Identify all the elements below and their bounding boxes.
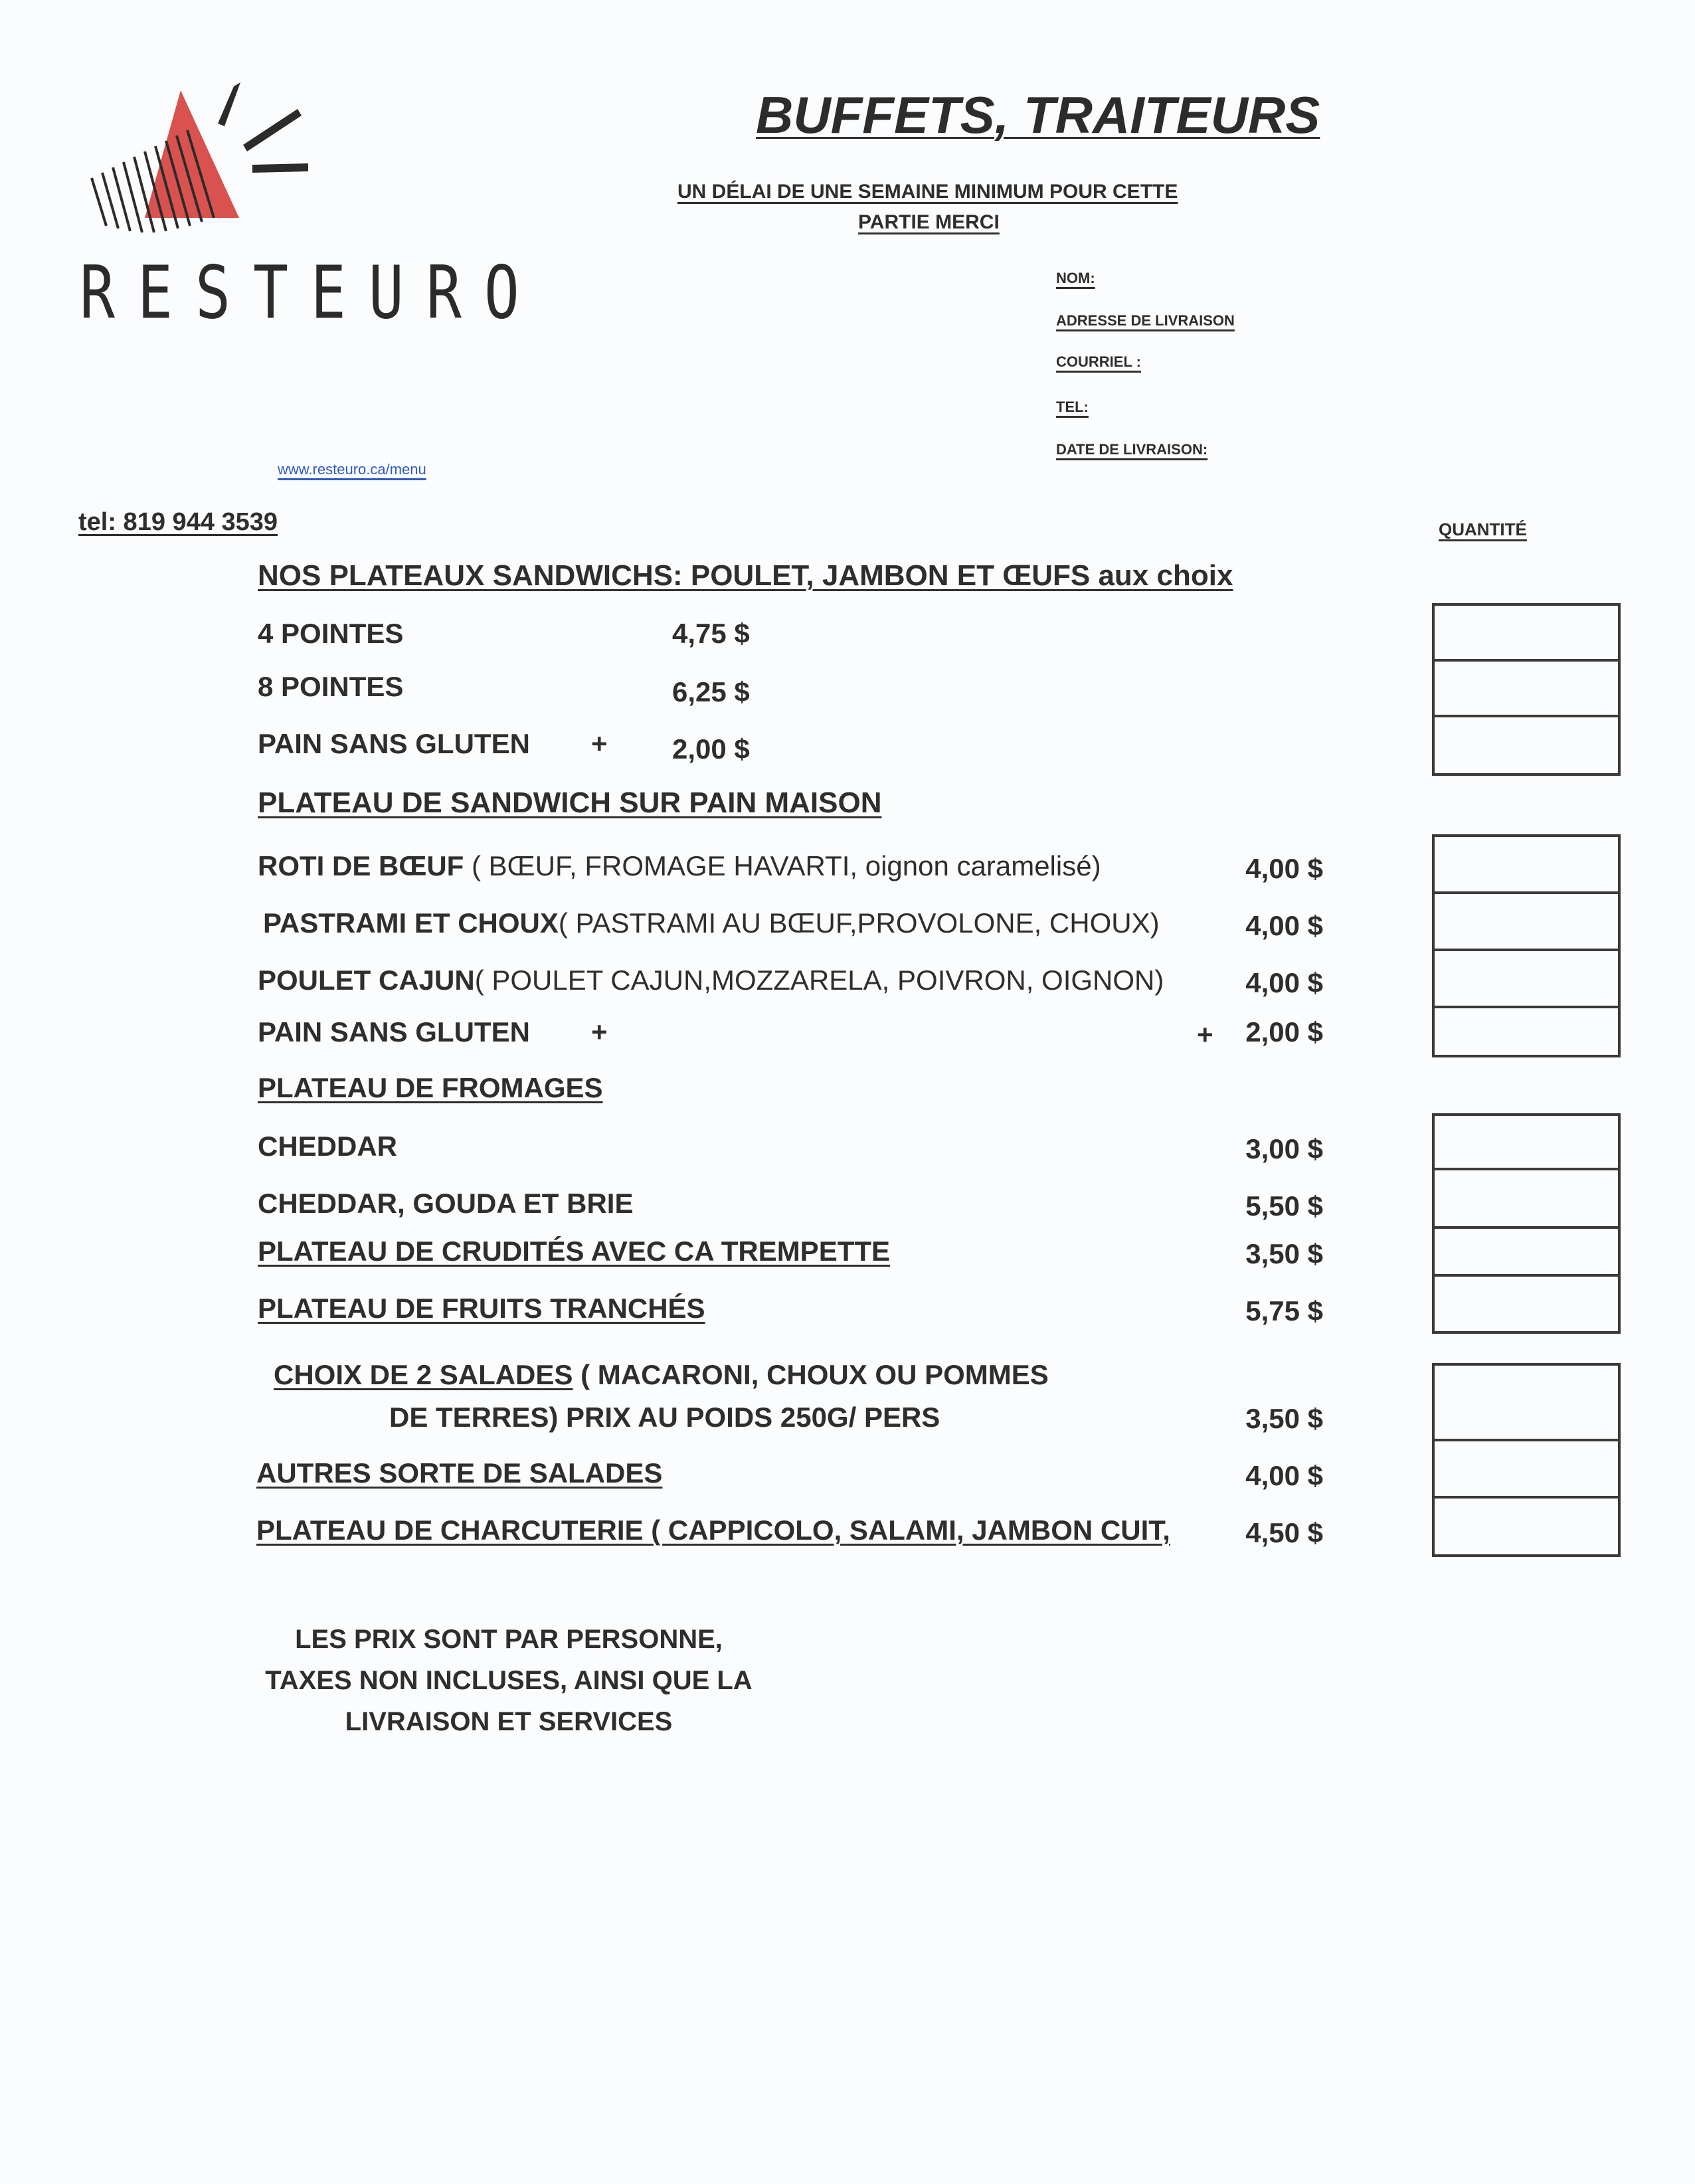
quantity-box[interactable] xyxy=(1432,1274,1621,1334)
plus-sign: + xyxy=(591,1016,608,1047)
plus-sign: + xyxy=(591,728,608,759)
quantity-box[interactable] xyxy=(1432,1226,1621,1277)
plus-sign: + xyxy=(1197,1019,1213,1050)
item-price: 4,00 $ xyxy=(1245,1460,1323,1491)
item-price: 3,00 $ xyxy=(1245,1133,1323,1164)
quantity-box[interactable] xyxy=(1432,1439,1621,1499)
notice-line-2: PARTIE MERCI xyxy=(858,211,1000,233)
form-label-adresse: ADRESSE DE LIVRAISON xyxy=(1056,312,1235,329)
section-title-pain-maison: PLATEAU DE SANDWICH SUR PAIN MAISON xyxy=(258,786,882,819)
item-description: ( BŒUF, FROMAGE HAVARTI, oignon caramelisé) xyxy=(464,850,1101,881)
item-row xyxy=(263,907,1160,939)
page-title: BUFFETS, TRAITEURS xyxy=(756,86,1320,144)
item-price: 5,75 $ xyxy=(1245,1295,1323,1326)
footer-line-1: LES PRIX SONT PAR PERSONNE, xyxy=(295,1625,723,1654)
section-title-sandwichs: NOS PLATEAUX SANDWICHS: POULET, JAMBON ET ŒUFS aux choix xyxy=(258,559,1233,592)
website-link[interactable]: www.resteuro.ca/menu xyxy=(278,461,426,478)
quantity-box[interactable] xyxy=(1432,1006,1621,1057)
quantity-header: QUANTITÉ xyxy=(1439,519,1527,539)
notice-line-1: UN DÉLAI DE UNE SEMAINE MINIMUM POUR CETTE xyxy=(677,181,1178,203)
form-label-nom: NOM: xyxy=(1056,270,1095,286)
item-price: 4,75 $ xyxy=(672,618,750,649)
form-label-tel: TEL: xyxy=(1056,399,1089,415)
item-name: CHEDDAR xyxy=(258,1131,397,1162)
quantity-box[interactable] xyxy=(1432,834,1621,894)
item-name: POULET CAJUN xyxy=(258,964,475,996)
item-description: ( PASTRAMI AU BŒUF,PROVOLONE, CHOUX) xyxy=(558,907,1160,939)
footer-line-2: TAXES NON INCLUSES, AINSI QUE LA xyxy=(265,1666,753,1695)
item-name: 8 POINTES xyxy=(258,671,404,702)
quantity-box[interactable] xyxy=(1432,1496,1621,1557)
item-price: 5,50 $ xyxy=(1245,1190,1323,1222)
item-description: ( POULET CAJUN,MOZZARELA, POIVRON, OIGNON) xyxy=(474,964,1164,996)
logo-wordmark: RESTEURO xyxy=(80,250,542,335)
item-name: CHEDDAR, GOUDA ET BRIE xyxy=(258,1188,634,1219)
item-name: PASTRAMI ET CHOUX xyxy=(263,907,559,939)
phone-number: tel: 819 944 3539 xyxy=(78,508,278,536)
quantity-box[interactable] xyxy=(1432,891,1621,951)
item-name: ROTI DE BŒUF xyxy=(258,850,464,881)
quantity-box[interactable] xyxy=(1432,659,1621,717)
quantity-box[interactable] xyxy=(1432,949,1621,1008)
item-price: 6,25 $ xyxy=(672,676,750,707)
item-row xyxy=(258,850,1101,882)
item-description: ( MACARONI, CHOUX OU POMMES xyxy=(573,1359,1049,1390)
item-name: PAIN SANS GLUTEN xyxy=(258,1016,530,1047)
section-title-salades: CHOIX DE 2 SALADES xyxy=(274,1359,573,1390)
section-title-charcuterie: PLATEAU DE CHARCUTERIE ( CAPPICOLO, SALAMI, JAMBON CUIT, xyxy=(256,1514,1170,1546)
section-title-fruits: PLATEAU DE FRUITS TRANCHÉS xyxy=(258,1293,705,1324)
item-price: 4,00 $ xyxy=(1245,967,1323,998)
quantity-box[interactable] xyxy=(1432,1363,1621,1441)
item-description: DE TERRES) PRIX AU POIDS 250G/ PERS xyxy=(389,1402,940,1433)
footer-line-3: LIVRAISON ET SERVICES xyxy=(345,1707,673,1736)
item-price: 4,00 $ xyxy=(1245,853,1323,884)
item-name: PAIN SANS GLUTEN xyxy=(258,728,530,759)
section-title-crudites: PLATEAU DE CRUDITÉS AVEC CA TREMPETTE xyxy=(258,1235,891,1267)
item-price: 3,50 $ xyxy=(1245,1403,1323,1434)
form-label-date: DATE DE LIVRAISON: xyxy=(1056,441,1208,458)
section-title-autres: AUTRES SORTE DE SALADES xyxy=(256,1457,663,1489)
item-name: 4 POINTES xyxy=(258,618,404,649)
quantity-box[interactable] xyxy=(1432,603,1621,662)
item-row xyxy=(258,964,1164,996)
resteuro-logo-icon xyxy=(86,78,325,238)
form-label-courriel: COURRIEL : xyxy=(1056,353,1141,370)
quantity-box[interactable] xyxy=(1432,1168,1621,1229)
quantity-box[interactable] xyxy=(1432,715,1621,776)
quantity-box[interactable] xyxy=(1432,1113,1621,1170)
item-price: 3,50 $ xyxy=(1245,1238,1323,1269)
item-row xyxy=(274,1359,1049,1391)
item-price: 4,50 $ xyxy=(1245,1517,1323,1548)
item-price: 4,00 $ xyxy=(1245,910,1323,941)
item-price: 2,00 $ xyxy=(672,733,750,765)
section-title-fromages: PLATEAU DE FROMAGES xyxy=(258,1072,603,1103)
item-price: 2,00 $ xyxy=(1245,1016,1323,1047)
